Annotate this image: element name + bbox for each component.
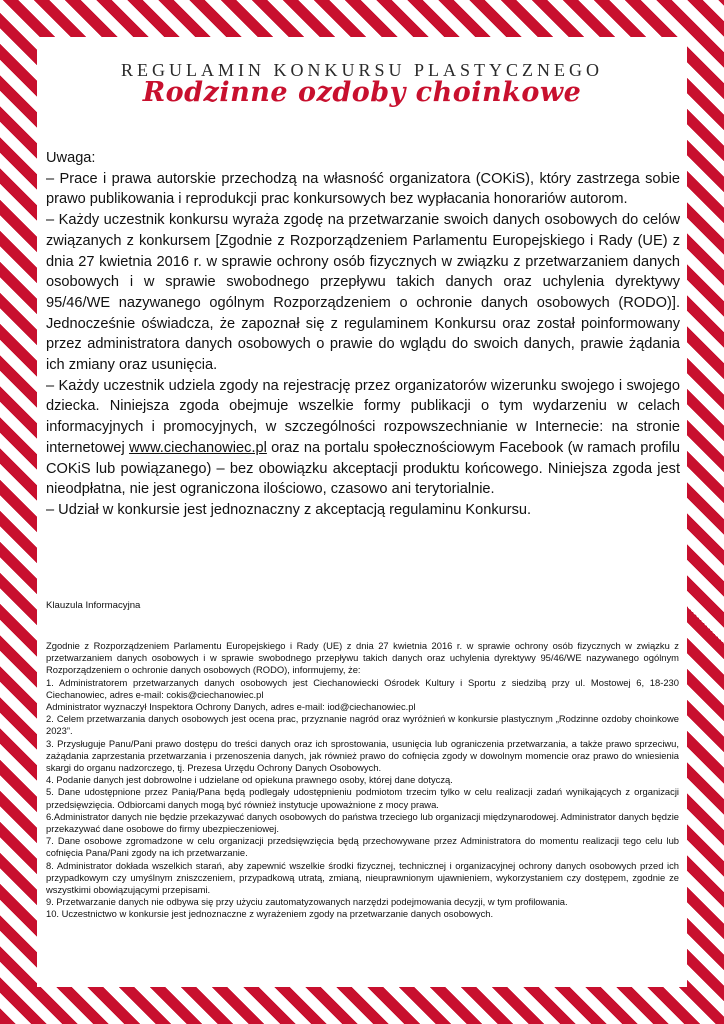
- page-title: REGULAMIN KONKURSU PLASTYCZNEGO: [120, 60, 603, 80]
- website-link[interactable]: www.ciechanowiec.pl: [128, 439, 267, 456]
- uwaga-paragraph-1: – Prace i prawa autorskie przechodzą na własność organizatora (COKiS), który zastrzega sobie prawo publikowania i reprodukcji prac konkursowych bez wypłacania honorariów autorom.: [46, 170, 680, 208]
- document-page: [37, 37, 687, 987]
- klauzula-item-8: 8. Administrator dokłada wszelkich starań, aby zapewnić wszelkie środki fizycznej, technicznej i organizacyjnej ochrony danych osobowych przed ich przypadkowym czy umyślnym zniszczeniem, przypadkową utratą, zmianą, nieuprawnionym ujawnieniem, wykorzystaniem czy dostępem, zgodnie ze wszystkimi obowiązującymi przepisami.: [46, 859, 679, 896]
- klauzula-item-3: 3. Przysługuje Panu/Pani prawo dostępu do treści danych oraz ich sprostowania, usunięcia lub ograniczenia przetwarzania, a także prawo sprzeciwu, zażądania zaprzestania przetwarzania i przenoszenia danych, jak również prawo do cofnięcia zgody w dowolnym momencie oraz prawo do wniesienia skargi do organu nadzorczego, tj. Prezesa Urzędu Ochrony Danych Osobowych.: [46, 737, 679, 774]
- uwaga-paragraph-3: [46, 376, 680, 500]
- klauzula-item-7: 7. Dane osobowe zgromadzone w celu organizacji przedsięwzięcia będą przechowywane przez Administratora do momentu realizacji tego celu lub cofnięcia Pana/Pani zgody na ich przetwarzanie.: [46, 835, 679, 859]
- klauzula-item-2: 2. Celem przetwarzania danych osobowych jest ocena prac, przyznanie nagród oraz wyróżnień w konkursie plastycznym „Rodzinne ozdoby choinkowe 2023”.: [46, 713, 679, 737]
- klauzula-item-6: 6.Administrator danych nie będzie przekazywać danych osobowych do państwa trzeciego lub organizacji międzynarodowej. Administrator danych będzie przekazywać dane osobowe do firmy ubezpieczeniowej.: [46, 810, 679, 835]
- page-subtitle: Rodzinne ozdoby choinkowe: [142, 77, 582, 108]
- klauzula-intro: Zgodnie z Rozporządzeniem Parlamentu Europejskiego i Rady (UE) z dnia 27 kwietnia 2016 r. w sprawie ochrony osób fizycznych w związku z przetwarzaniem danych osobowych i w sprawie swobodnego przepływu takich danych oraz uchylenia dyrektywy 95/46/WE nazywanego ogólnym Rozporządzeniem o ochronie danych osobowych (RODO), informujemy, że:: [46, 640, 679, 676]
- klauzula-item-4: 4. Podanie danych jest dobrowolne i udzielane od opiekuna prawnego osoby, której dane dotyczą.: [46, 774, 453, 786]
- klauzula-item-1: 1. Administratorem przetwarzanych danych osobowych jest Ciechanowiecki Ośrodek Kultury i Sportu z siedzibą przy ul. Mostowej 6, 18-230 Ciechanowiec, adres e-mail: cokis@ciechanowiec.pl: [46, 676, 679, 700]
- klauzula-section: [46, 640, 679, 921]
- klauzula-item-1-iod: Administrator wyznaczył Inspektora Ochrony Danych, adres e-mail: iod@ciechanowiec.pl: [46, 701, 416, 713]
- uwaga-paragraph-3-start: – Każdy uczestnik udziela zgody na rejestrację przez organizatorów wizerunku swojego i swojego dziecka. Niniejsza zgoda obejmuje wszelkie formy publikacji o tym wydarzeniu w celach informacyjnych i promocyjnych, w szczególności rozpowszechnianie w Internecie: na stronie internetowej: [46, 377, 680, 456]
- uwaga-paragraph-4: – Udział w konkursie jest jednoznaczny z akceptacją regulaminu Konkursu.: [46, 501, 532, 518]
- klauzula-item-5: 5. Dane udostępnione przez Panią/Pana będą podlegały udostępnieniu podmiotom trzecim tylko w celu realizacji zadań wynikających z organizacji przedsięwzięcia. Odbiorcami danych mogą być również instytucje upoważnione z mocy prawa.: [46, 786, 679, 810]
- uwaga-section: [46, 148, 680, 521]
- klauzula-item-10: 10. Uczestnictwo w konkursie jest jednoznaczne z wyrażeniem zgody na przetwarzanie danych osobowych.: [46, 908, 494, 920]
- uwaga-heading: Uwaga:: [46, 150, 96, 166]
- klauzula-heading: Klauzula Informacyjna: [46, 600, 141, 611]
- klauzula-item-9: 9. Przetwarzanie danych nie odbywa się przy użyciu zautomatyzowanych narzędzi podejmowania decyzji, w tym profilowania.: [46, 896, 568, 908]
- uwaga-paragraph-3-end: oraz na portalu społecznościowym Facebook (w ramach profilu COKiS lub powiązanego) – bez obowiązku akceptacji produktu końcowego. Niniejsza zgoda jest nieodpłatna, nie jest ograniczona ilościowo, czasowo ani terytorialnie.: [46, 439, 680, 498]
- uwaga-paragraph-2: – Każdy uczestnik konkursu wyraża zgodę na przetwarzanie swoich danych osobowych do celów związanych z konkursem [Zgodnie z Rozporządzeniem Parlamentu Europejskiego i Rady (UE) z dnia 27 kwietnia 2016 r. w sprawie ochrony osób fizycznych w związku z przetwarzaniem danych osobowych i w sprawie swobodnego przepływu takich danych oraz uchylenia dyrektywy 95/46/WE nazywanego ogólnym Rozporządzeniem o ochronie danych osobowych (RODO)]. Jednocześnie oświadcza, że zapoznał się z regulaminem Konkursu oraz został poinformowany przez administratora danych osobowych o prawie do wglądu do swoich danych, prawie żądania ich zmiany oraz usunięcia.: [46, 212, 680, 374]
